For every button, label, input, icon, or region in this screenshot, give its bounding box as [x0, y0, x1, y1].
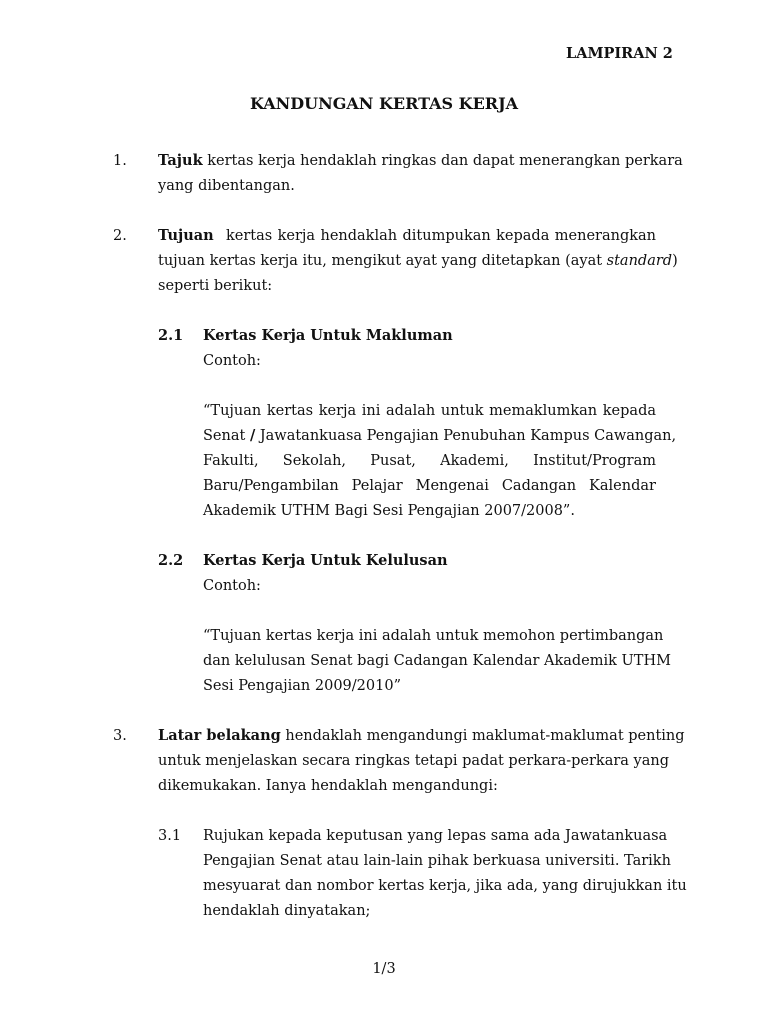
sub-2-2-quote-line-1: “Tujuan kertas kerja ini adalah untuk memohon pertimbangan: [203, 628, 664, 644]
word: Pelajar: [351, 478, 403, 494]
item-2-line-1: [158, 227, 656, 245]
sub-2-1-quote-line-2: Senat / Jawatankuasa Pengajian Penubuhan Kampus Cawangan,: [203, 427, 677, 444]
sub-2-1-quote-line-5: Akademik UTHM Bagi Sesi Pengajian 2007/2008”.: [203, 503, 575, 519]
item-2-line-1-rest: kertas kerja hendaklah ditumpukan kepada menerangkan: [226, 228, 656, 244]
sub-2-2-quote-line-2: dan kelulusan Senat bagi Cadangan Kalendar Akademik UTHM: [203, 653, 671, 669]
item-3-number: 3.: [113, 728, 127, 744]
sub-3-1-line-4: hendaklah dinyatakan;: [203, 903, 371, 919]
word: Akademi,: [440, 453, 509, 469]
sub-3-1-line-2: Pengajian Senat atau lain-lain pihak berkuasa universiti. Tarikh: [203, 853, 671, 869]
sub-2-1-number: 2.1: [158, 327, 184, 344]
word: Pusat,: [370, 453, 416, 469]
item-3-bold: Latar belakang: [158, 727, 281, 744]
item-1-bold: Tajuk: [158, 152, 203, 169]
sub-2-2-heading: Kertas Kerja Untuk Kelulusan: [203, 552, 448, 569]
word: Sekolah,: [282, 453, 347, 469]
page-title: KANDUNGAN KERTAS KERJA: [249, 94, 519, 113]
annex-label: LAMPIRAN 2: [566, 45, 673, 62]
item-2-line-2: tujuan kertas kerja itu, mengikut ayat yang ditetapkan (ayat standard): [158, 253, 678, 269]
item-3-line-2: untuk menjelaskan secara ringkas tetapi padat perkara-perkara yang: [158, 753, 669, 769]
sub-2-2-quote-line-3: Sesi Pengajian 2009/2010”: [203, 678, 401, 694]
word: Baru/Pengambilan: [203, 478, 339, 494]
word: Mengenai: [415, 478, 489, 494]
sub-2-1-heading: Kertas Kerja Untuk Makluman: [203, 327, 453, 344]
sub-3-1-line-3: mesyuarat dan nombor kertas kerja, jika ada, yang dirujukkan itu: [203, 878, 687, 894]
word: Cadangan: [501, 478, 577, 494]
sub-2-2-number: 2.2: [158, 552, 184, 569]
item-1-number: 1.: [113, 153, 127, 169]
word: Kalendar: [589, 478, 656, 494]
word: Fakulti,: [203, 453, 259, 469]
sub-3-1-line-1: Rujukan kepada keputusan yang lepas sama ada Jawatankuasa: [203, 828, 668, 844]
item-1-line-2: yang dibentangan.: [158, 178, 295, 194]
sub-2-1-quote-line-1: “Tujuan kertas kerja ini adalah untuk memaklumkan kepada: [203, 403, 656, 419]
sub-3-1-number: 3.1: [158, 828, 182, 844]
item-1-line-1: Tajuk kertas kerja hendaklah ringkas dan dapat menerangkan perkara: [158, 152, 683, 169]
sub-2-1-quote-line-3: [203, 452, 656, 470]
page-number: 1/3: [372, 961, 396, 977]
item-3-line-1: Latar belakang hendaklah mengandungi maklumat-maklumat penting: [158, 727, 685, 744]
word: Institut/Program: [533, 453, 656, 469]
item-2-bold: Tujuan: [158, 227, 214, 244]
sub-2-1-example-label: Contoh:: [203, 353, 261, 369]
sub-2-2-example-label: Contoh:: [203, 578, 261, 594]
item-3-line-3: dikemukakan. Ianya hendaklah mengandungi:: [158, 778, 498, 794]
sub-2-1-quote-line-4: [203, 477, 656, 495]
item-2-number: 2.: [113, 228, 127, 244]
item-2-line-3: seperti berikut:: [158, 278, 273, 294]
